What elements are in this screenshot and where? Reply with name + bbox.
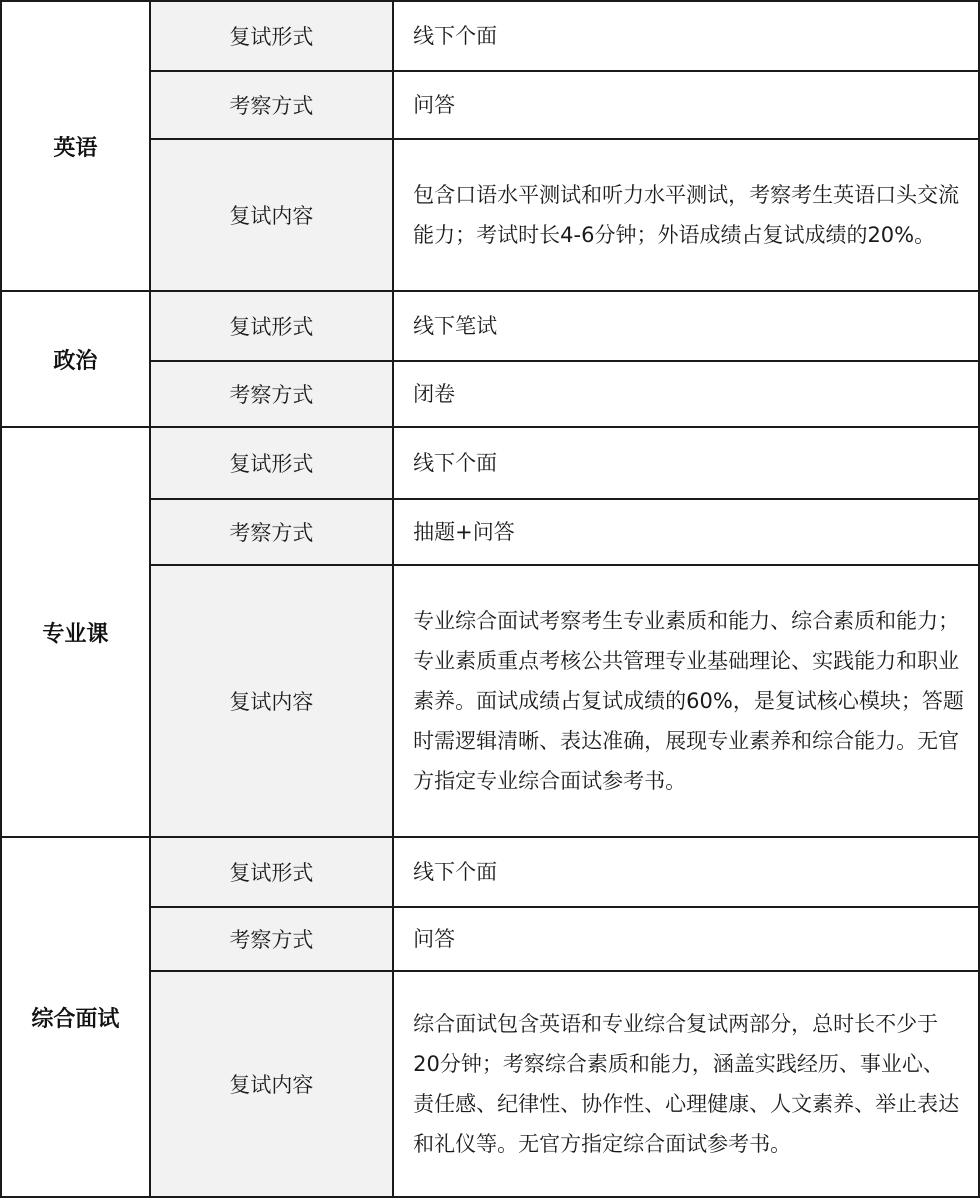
row-label: 考察方式 — [150, 361, 393, 427]
row-label: 复试形式 — [150, 837, 393, 907]
category-cell-politics: 政治 — [1, 291, 150, 427]
category-cell-comprehensive-interview: 综合面试 — [1, 837, 150, 1197]
row-label: 考察方式 — [150, 499, 393, 565]
row-value: 线下个面 — [393, 1, 979, 71]
table-row — [1, 427, 979, 499]
row-value: 专业综合面试考察考生专业素质和能力、综合素质和能力；专业素质重点考核公共管理专业基础理论、实践能力和职业素养。面试成绩占复试成绩的60%，是复试核心模块；答题时需逻辑清晰、表达准确，展现专业素养和综合能力。无官方指定专业综合面试参考书。 — [393, 565, 979, 837]
row-value: 综合面试包含英语和专业综合复试两部分，总时长不少于20分钟；考察综合素质和能力，涵盖实践经历、事业心、责任感、纪律性、协作性、心理健康、人文素养、举止表达和礼仪等。无官方指定综合面试参考书。 — [393, 971, 979, 1197]
table-row — [1, 837, 979, 907]
row-label: 复试内容 — [150, 139, 393, 291]
row-value: 闭卷 — [393, 361, 979, 427]
row-label: 复试内容 — [150, 565, 393, 837]
row-value: 线下个面 — [393, 837, 979, 907]
row-value: 问答 — [393, 907, 979, 971]
row-label: 考察方式 — [150, 907, 393, 971]
row-value: 包含口语水平测试和听力水平测试，考察考生英语口头交流能力；考试时长4-6分钟；外语成绩占复试成绩的20%。 — [393, 139, 979, 291]
row-label: 复试形式 — [150, 1, 393, 71]
table-row — [1, 1, 979, 71]
category-cell-english: 英语 — [1, 1, 150, 291]
row-label: 复试形式 — [150, 291, 393, 361]
row-value: 抽题+问答 — [393, 499, 979, 565]
row-label: 复试内容 — [150, 971, 393, 1197]
row-value: 线下个面 — [393, 427, 979, 499]
row-label: 考察方式 — [150, 71, 393, 139]
row-value: 线下笔试 — [393, 291, 979, 361]
category-cell-major-course: 专业课 — [1, 427, 150, 837]
row-value: 问答 — [393, 71, 979, 139]
row-label: 复试形式 — [150, 427, 393, 499]
table-row — [1, 291, 979, 361]
